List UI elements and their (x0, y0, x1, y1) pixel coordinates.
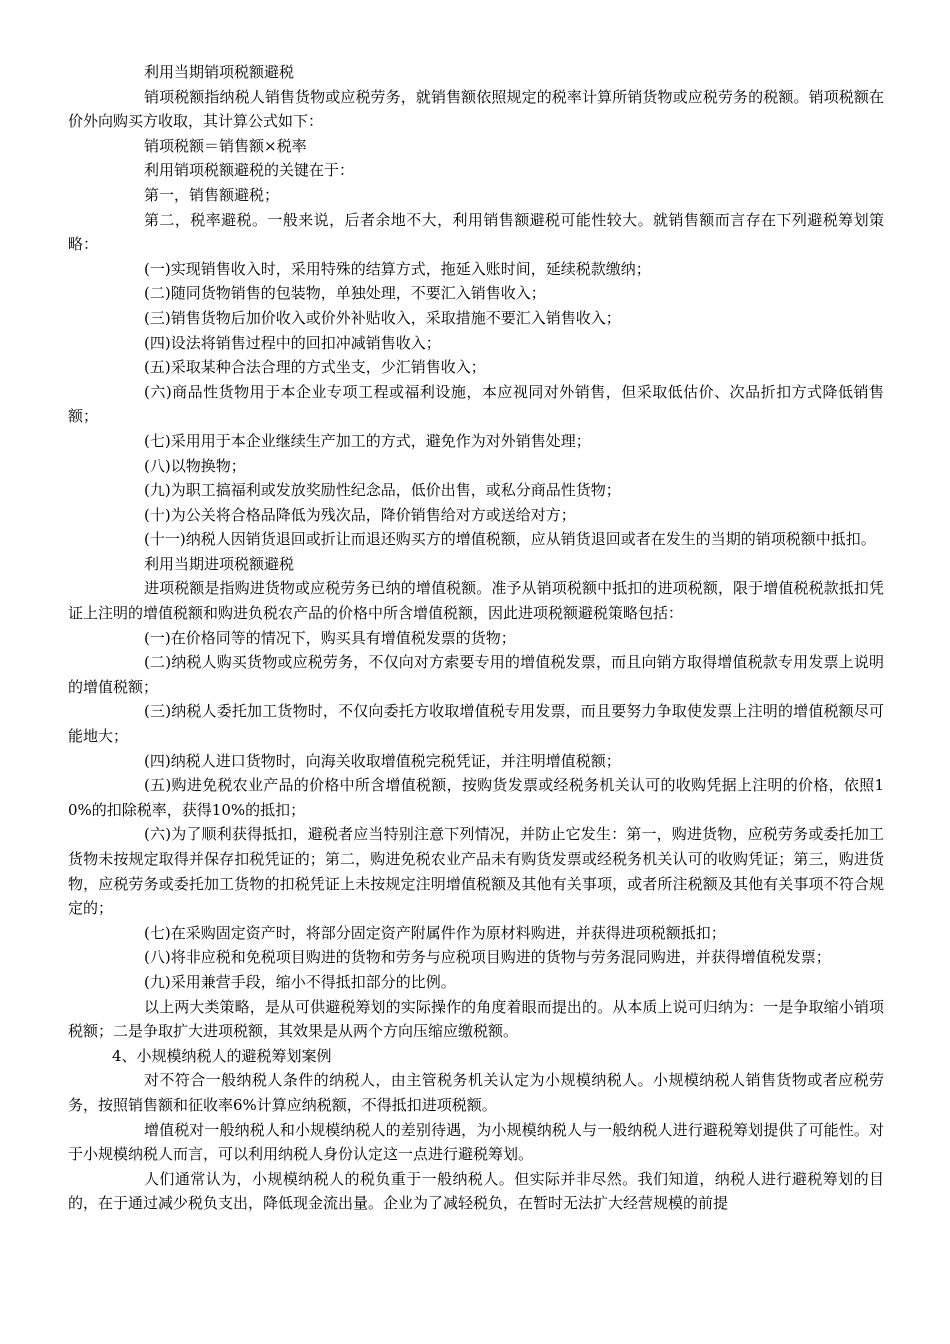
paragraph: 第一，销售额避税； (144, 185, 280, 204)
paragraph: 利用销项税额避税的关键在于： (144, 161, 355, 180)
list-item: (十一)纳税人因销货退回或折让而退还购买方的增值税额，应从销货退回或者在发生的当期的销项税额中抵扣。 (144, 530, 876, 549)
section-heading-output-tax: 利用当期销项税额避税 (144, 63, 295, 81)
paragraph: 销项税额指纳税人销售货物或应税劳务，就销售额依照规定的税率计算所销货物或应税劳务的税额。销项税额在价外向购买方收取，其计算公式如下： (68, 87, 884, 131)
paragraph: 以上两大类策略，是从可供避税筹划的实际操作的角度着眼而提出的。从本质上说可归纳为：一是争取缩小销项税额；二是争取扩大进项税额，其效果是从两个方向压缩应缴税额。 (68, 997, 884, 1041)
list-item: (九)为职工搞福利或发放奖励性纪念品，低价出售，或私分商品性货物； (144, 481, 621, 500)
list-item: (一)在价格同等的情况下，购买具有增值税发票的货物； (144, 628, 516, 647)
formula-line: 销项税额＝销售额×税率 (144, 136, 307, 155)
list-item: (一)实现销售收入时，采用特殊的结算方式，拖延入账时间，延续税款缴纳； (144, 259, 651, 278)
list-item: (五)采取某种合法合理的方式坐支，少汇销售收入； (144, 358, 486, 377)
paragraph: 增值税对一般纳税人和小规模纳税人的差别待遇，为小规模纳税人与一般纳税人进行避税筹划提供了可能性。对于小规模纳税人而言，可以利用纳税人身份认定这一点进行避税筹划。 (68, 1120, 884, 1164)
list-item: (八)将非应税和免税项目购进的货物和劳务与应税项目购进的货物与劳务混同购进，并获得增值税发票； (144, 948, 831, 967)
list-item: (二)纳税人购买货物或应税劳务，不仅向对方索要专用的增值税发票，而且向销方取得增值税款专用发票上说明的增值税额； (68, 653, 884, 696)
list-item: (二)随同货物销售的包装物，单独处理，不要汇入销售收入； (144, 284, 546, 303)
document-page (68, 60, 884, 1216)
list-item: (三)销售货物后加价收入或价外补贴收入，采取措施不要汇入销售收入； (144, 308, 621, 327)
list-item: (六)商品性货物用于本企业专项工程或福利设施，本应视同对外销售，但采取低估价、次品折扣方式降低销售额； (68, 382, 884, 426)
list-item: (九)采用兼营手段，缩小不得抵扣部分的比例。 (144, 972, 456, 991)
paragraph: 进项税额是指购进货物或应税劳务已纳的增值税额。准予从销项税额中抵扣的进项税额，限于增值税税款抵扣凭证上注明的增值税额和购进负税农产品的价格中所含增值税额，因此进项税额避税策略包括： (68, 579, 884, 623)
list-item: (四)设法将销售过程中的回扣冲减销售收入； (144, 333, 441, 352)
list-item: (八)以物换物； (144, 456, 246, 475)
list-item: (三)纳税人委托加工货物时，不仅向委托方收取增值税专用发票，而且要努力争取使发票上注明的增值税额尽可能地大； (68, 702, 884, 746)
list-item: (七)在采购固定资产时，将部分固定资产附属件作为原材料购进，并获得进项税额抵扣； (144, 923, 726, 942)
section-heading-small-scale: 4、小规模纳税人的避税筹划案例 (112, 1046, 332, 1065)
paragraph: 对不符合一般纳税人条件的纳税人，由主管税务机关认定为小规模纳税人。小规模纳税人销售货物或者应税劳务，按照销售额和征收率6%计算应纳税额，不得抵扣进项税额。 (68, 1071, 884, 1114)
list-item: (十)为公关将合格品降低为残次品，降价销售给对方或送给对方； (144, 505, 576, 524)
list-item: (五)购进免税农业产品的价格中所含增值税额，按购货发票或经税务机关认可的收购凭据上注明的价格，依照10%的扣除税率，获得10%的抵扣； (68, 776, 884, 819)
list-item: (七)采用用于本企业继续生产加工的方式，避免作为对外销售处理； (144, 431, 591, 450)
list-item: (四)纳税人进口货物时，向海关收取增值税完税凭证，并注明增值税额； (144, 751, 621, 770)
section-heading-input-tax: 利用当期进项税额避税 (144, 554, 295, 573)
paragraph: 第二，税率避税。一般来说，后者余地不大，利用销售额避税可能性较大。就销售额而言存在下列避税筹划策略： (68, 210, 884, 254)
paragraph: 人们通常认为，小规模纳税人的税负重于一般纳税人。但实际并非尽然。我们知道，纳税人进行避税筹划的目的，在于通过减少税负支出，降低现金流出量。企业为了减轻税负，在暂时无法扩大经营规模的前提 (68, 1169, 884, 1213)
list-item: (六)为了顺利获得抵扣，避税者应当特别注意下列情况，并防止它发生：第一，购进货物，应税劳务或委托加工货物未按规定取得并保存扣税凭证的；第二，购进免税农业产品未有购货发票或经税务机关认可的收购凭证；第三，购进货物，应税劳务或委托加工货物的扣税凭证上未按规定注明增值税额及其他有关事项，或者所注税额及其他有关事项不符合规定的； (68, 825, 884, 918)
